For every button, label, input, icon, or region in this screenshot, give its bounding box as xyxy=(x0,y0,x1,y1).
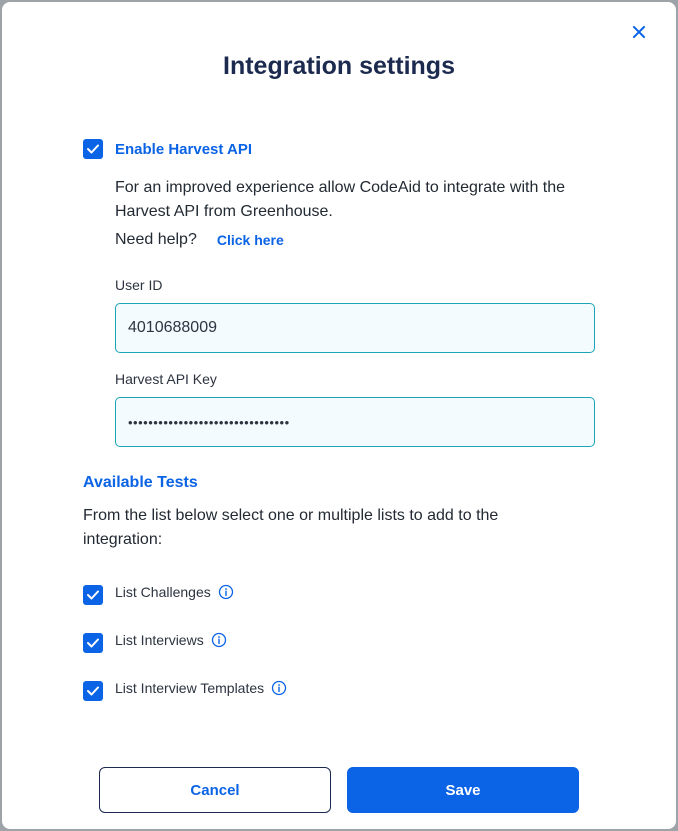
info-icon[interactable] xyxy=(211,632,227,648)
list-item xyxy=(115,584,234,600)
list-interview-templates-label[interactable]: List Interview Templates xyxy=(115,680,265,696)
checkmark-icon xyxy=(87,144,99,154)
available-tests-title: Available Tests xyxy=(83,474,198,491)
checkmark-icon xyxy=(87,638,99,648)
integration-settings-modal xyxy=(2,2,676,829)
help-link[interactable]: Click here xyxy=(216,232,284,248)
available-tests-description: From the list below select one or multiple lists to add to the integration: xyxy=(83,507,499,548)
enable-harvest-checkbox[interactable] xyxy=(83,139,103,159)
list-item xyxy=(115,680,287,696)
harvest-description: For an improved experience allow CodeAid to integrate with the Harvest API from Greenhouse. xyxy=(115,179,566,220)
help-text: Need help? xyxy=(115,231,197,248)
api-key-input[interactable] xyxy=(115,397,595,447)
api-key-value: •••••••••••••••••••••••••••••••• xyxy=(128,414,290,430)
list-interviews-label[interactable]: List Interviews xyxy=(115,632,204,648)
modal-title: Integration settings xyxy=(223,52,455,80)
cancel-button[interactable]: Cancel xyxy=(99,767,331,813)
list-item xyxy=(115,632,227,648)
list-challenges-checkbox[interactable] xyxy=(83,585,103,605)
info-icon[interactable] xyxy=(271,680,287,696)
list-challenges-label[interactable]: List Challenges xyxy=(115,584,211,600)
api-key-label: Harvest API Key xyxy=(115,371,217,387)
list-interview-templates-checkbox[interactable] xyxy=(83,681,103,701)
save-button[interactable]: Save xyxy=(347,767,579,813)
help-row xyxy=(115,231,284,249)
info-icon[interactable] xyxy=(218,584,234,600)
close-icon xyxy=(632,25,646,39)
user-id-label: User ID xyxy=(115,277,163,293)
checkmark-icon xyxy=(87,686,99,696)
user-id-value: 4010688009 xyxy=(128,319,217,336)
user-id-input[interactable] xyxy=(115,303,595,353)
enable-harvest-label[interactable]: Enable Harvest API xyxy=(115,141,252,158)
list-interviews-checkbox[interactable] xyxy=(83,633,103,653)
close-button[interactable] xyxy=(629,22,649,42)
checkmark-icon xyxy=(87,590,99,600)
